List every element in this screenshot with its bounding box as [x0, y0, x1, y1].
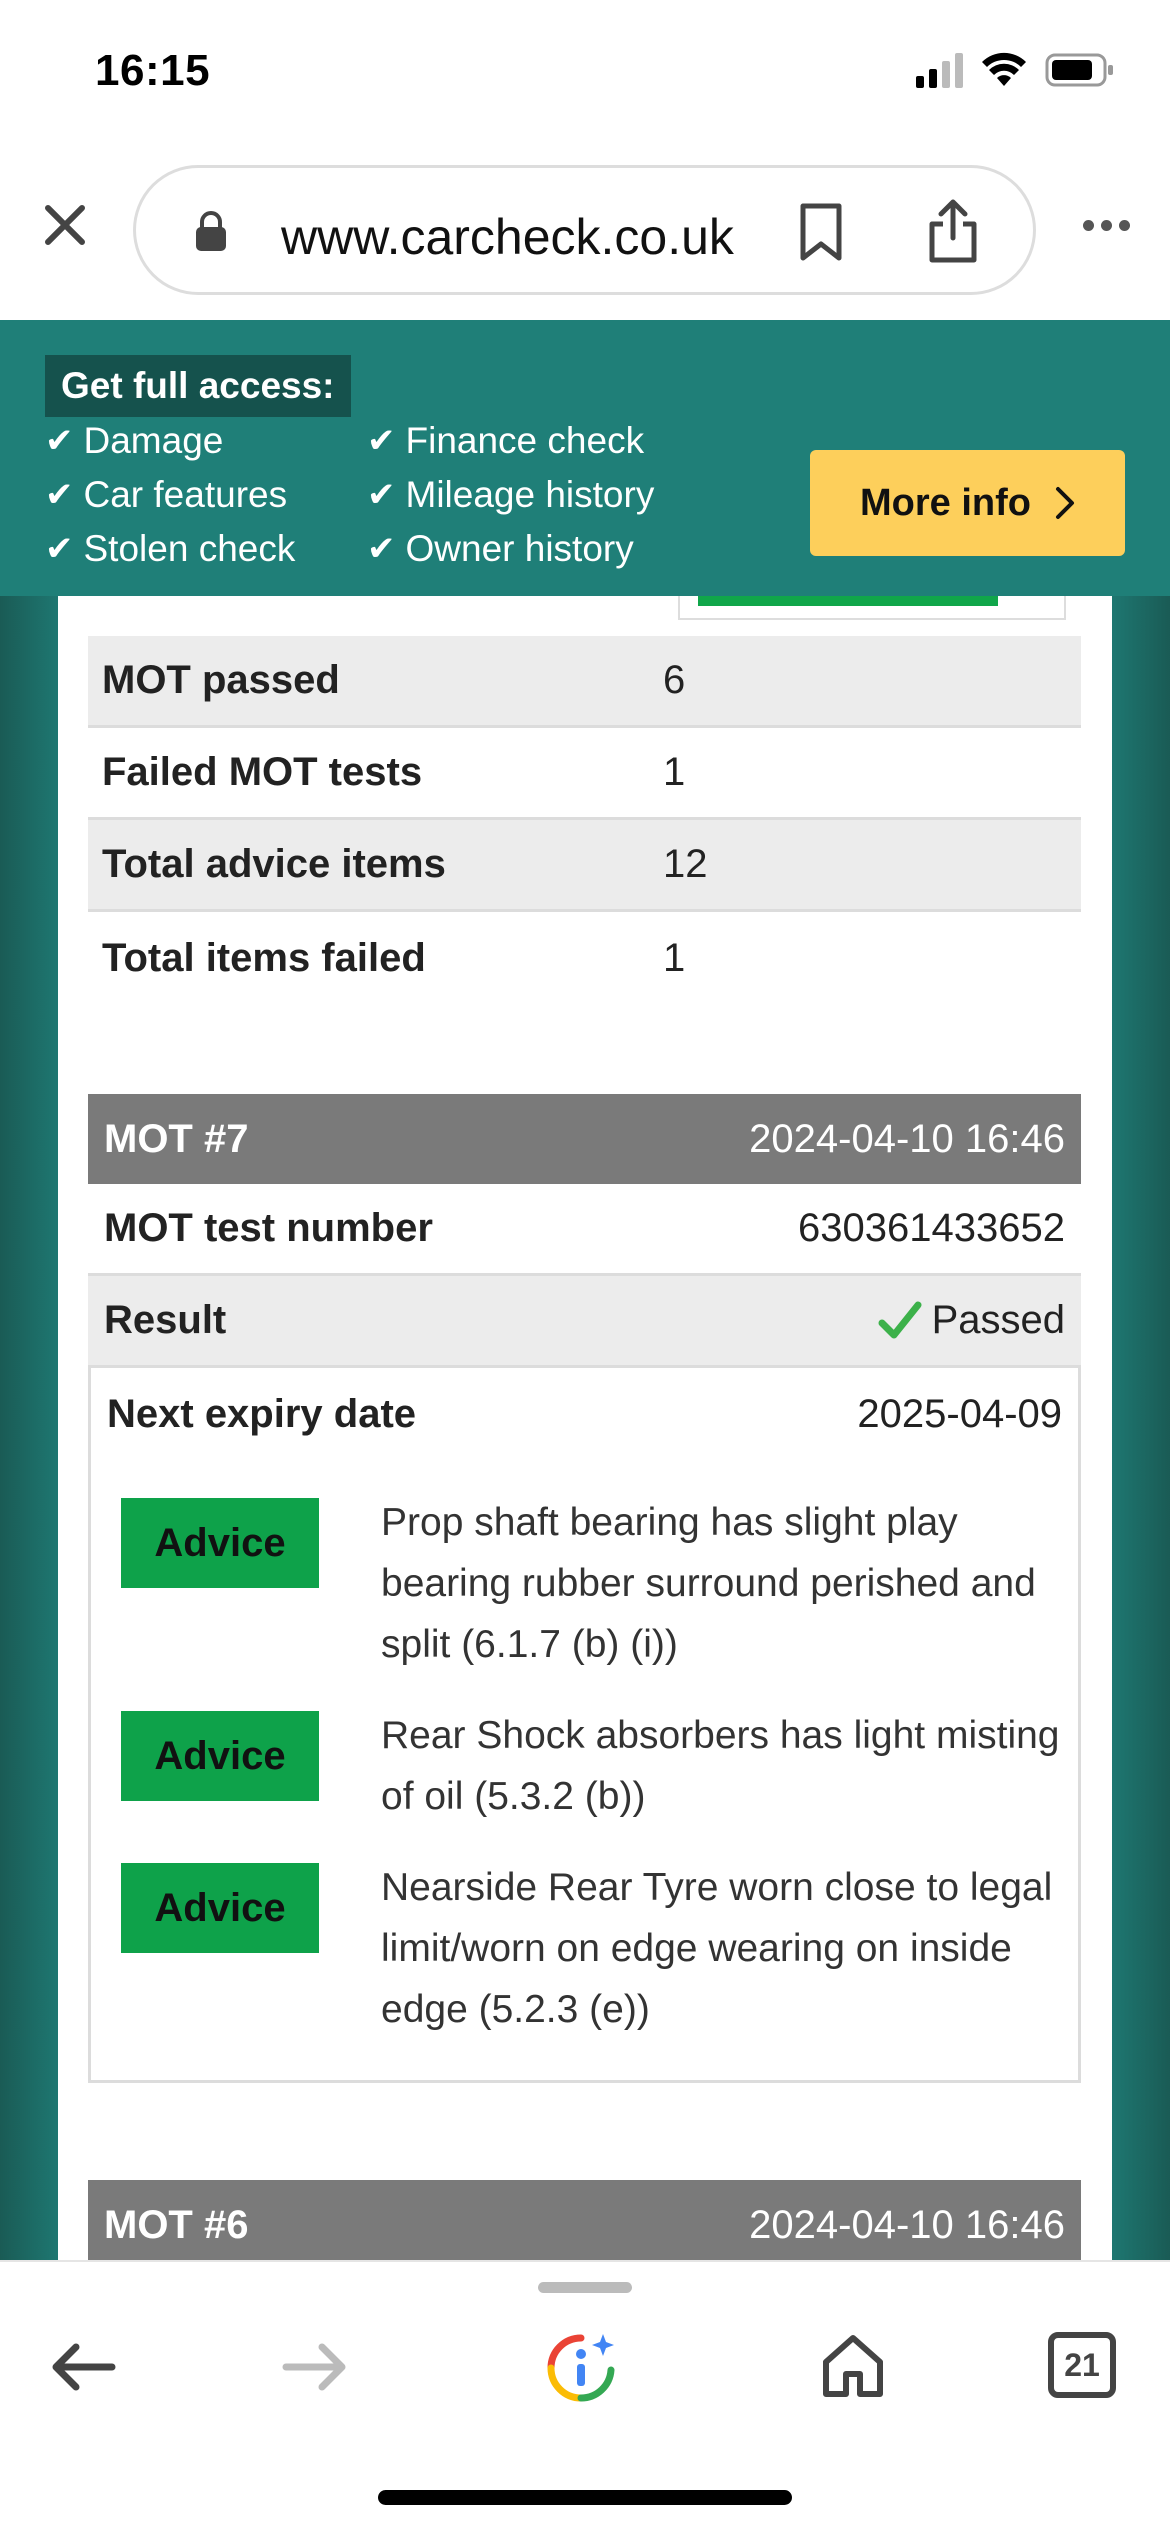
checkmark-icon: [878, 1301, 922, 1341]
status-time: 16:15: [95, 46, 211, 95]
mot-6-datetime: 2024-04-10 16:46: [749, 2202, 1065, 2247]
promo-feature: [367, 474, 654, 516]
close-icon[interactable]: [40, 200, 90, 250]
check-icon: ✔: [367, 476, 396, 514]
check-icon: ✔: [45, 476, 74, 514]
summary-row: [88, 912, 1081, 1004]
partial-status-bar: [698, 596, 998, 606]
advice-item: [91, 1492, 1078, 1675]
advice-text: Nearside Rear Tyre worn close to legal limit/worn on edge wearing on inside edge (5.2.3 (e)): [381, 1866, 1053, 2031]
summary-row: [88, 820, 1081, 912]
mot-6-header: [88, 2180, 1081, 2270]
more-info-button[interactable]: [810, 450, 1125, 556]
mot-7-title: MOT #7: [104, 1116, 249, 1161]
check-icon: ✔: [367, 422, 396, 460]
url-text: www.carcheck.co.uk: [281, 209, 734, 265]
bookmark-icon[interactable]: [798, 202, 844, 262]
tabs-icon[interactable]: [1048, 2332, 1116, 2398]
summary-label: Total advice items: [102, 842, 446, 886]
status-bar: [0, 0, 1170, 150]
more-options-icon[interactable]: [1083, 220, 1130, 231]
advice-text: Rear Shock absorbers has light misting of oil (5.3.2 (b)): [381, 1714, 1060, 1818]
summary-row: [88, 728, 1081, 820]
promo-feature-label: Damage: [83, 420, 224, 461]
mot-7-header: [88, 1094, 1081, 1184]
promo-feature-label: Finance check: [405, 420, 645, 461]
lock-icon: [194, 210, 228, 252]
home-icon[interactable]: [820, 2332, 886, 2398]
advice-list: [88, 1460, 1081, 2083]
promo-feature: [45, 420, 223, 462]
advice-item: [91, 1705, 1078, 1827]
mot-expiry-value: 2025-04-09: [857, 1391, 1062, 1436]
summary-label: Failed MOT tests: [102, 750, 423, 794]
check-icon: ✔: [45, 422, 74, 460]
address-bar[interactable]: [133, 165, 1036, 295]
promo-feature-label: Mileage history: [405, 474, 655, 515]
drag-handle[interactable]: [538, 2282, 632, 2293]
advice-item: [91, 1857, 1078, 2040]
partial-status-box: [678, 596, 1066, 620]
promo-feature-label: Stolen check: [83, 528, 296, 569]
wifi-icon: [981, 52, 1027, 88]
google-lens-icon[interactable]: [543, 2330, 619, 2406]
back-arrow-icon[interactable]: [48, 2337, 118, 2397]
tab-count: 21: [1064, 2346, 1100, 2383]
summary-value: 6: [663, 658, 686, 702]
browser-toolbar: [0, 150, 1170, 320]
check-icon: ✔: [367, 530, 396, 568]
mot-7-section: [88, 1094, 1081, 2083]
battery-icon: [1045, 52, 1115, 88]
summary-value: 1: [663, 935, 686, 980]
more-info-label: More info: [860, 481, 1031, 524]
summary-row: [88, 636, 1081, 728]
summary-value: 1: [663, 750, 686, 794]
mot-result-label: Result: [104, 1298, 227, 1342]
home-indicator[interactable]: [378, 2490, 792, 2505]
forward-arrow-icon[interactable]: [280, 2337, 350, 2397]
mot-summary-table: [88, 636, 1081, 1004]
advice-badge: Advice: [121, 1498, 319, 1588]
promo-feature: [367, 420, 644, 462]
summary-label: MOT passed: [102, 658, 340, 702]
promo-banner: [0, 320, 1170, 596]
mot-test-number-row: [88, 1184, 1081, 1276]
promo-feature-label: Car features: [83, 474, 288, 515]
promo-feature: [45, 528, 295, 570]
promo-feature-label: Owner history: [405, 528, 634, 569]
advice-badge: Advice: [121, 1711, 319, 1801]
mot-expiry-row: [88, 1368, 1081, 1460]
browser-bottom-toolbar: [0, 2260, 1170, 2532]
mot-result-value: [878, 1298, 1065, 1343]
mot-result-text: Passed: [931, 1298, 1065, 1342]
check-icon: ✔: [45, 530, 74, 568]
promo-feature: [367, 528, 634, 570]
chevron-right-icon: [1055, 486, 1075, 520]
mot-7-datetime: 2024-04-10 16:46: [749, 1116, 1065, 1161]
summary-label: Total items failed: [102, 935, 426, 980]
mot-6-title: MOT #6: [104, 2202, 249, 2247]
share-icon[interactable]: [926, 198, 980, 264]
advice-badge: Advice: [121, 1863, 319, 1953]
summary-value: 12: [663, 842, 708, 886]
promo-feature: [45, 474, 287, 516]
mot-expiry-label: Next expiry date: [107, 1391, 417, 1436]
mot-6-section: [88, 2180, 1081, 2270]
advice-text: Prop shaft bearing has slight play bearing rubber surround perished and split (6.1.7 (b) (i)): [381, 1501, 1036, 1666]
status-icons: [916, 52, 1115, 88]
mot-result-row: [88, 1276, 1081, 1368]
mot-test-number-label: MOT test number: [104, 1206, 433, 1250]
cellular-signal-icon: [916, 52, 963, 88]
mot-test-number-value: 630361433652: [798, 1206, 1065, 1250]
promo-title: Get full access:: [45, 355, 351, 417]
